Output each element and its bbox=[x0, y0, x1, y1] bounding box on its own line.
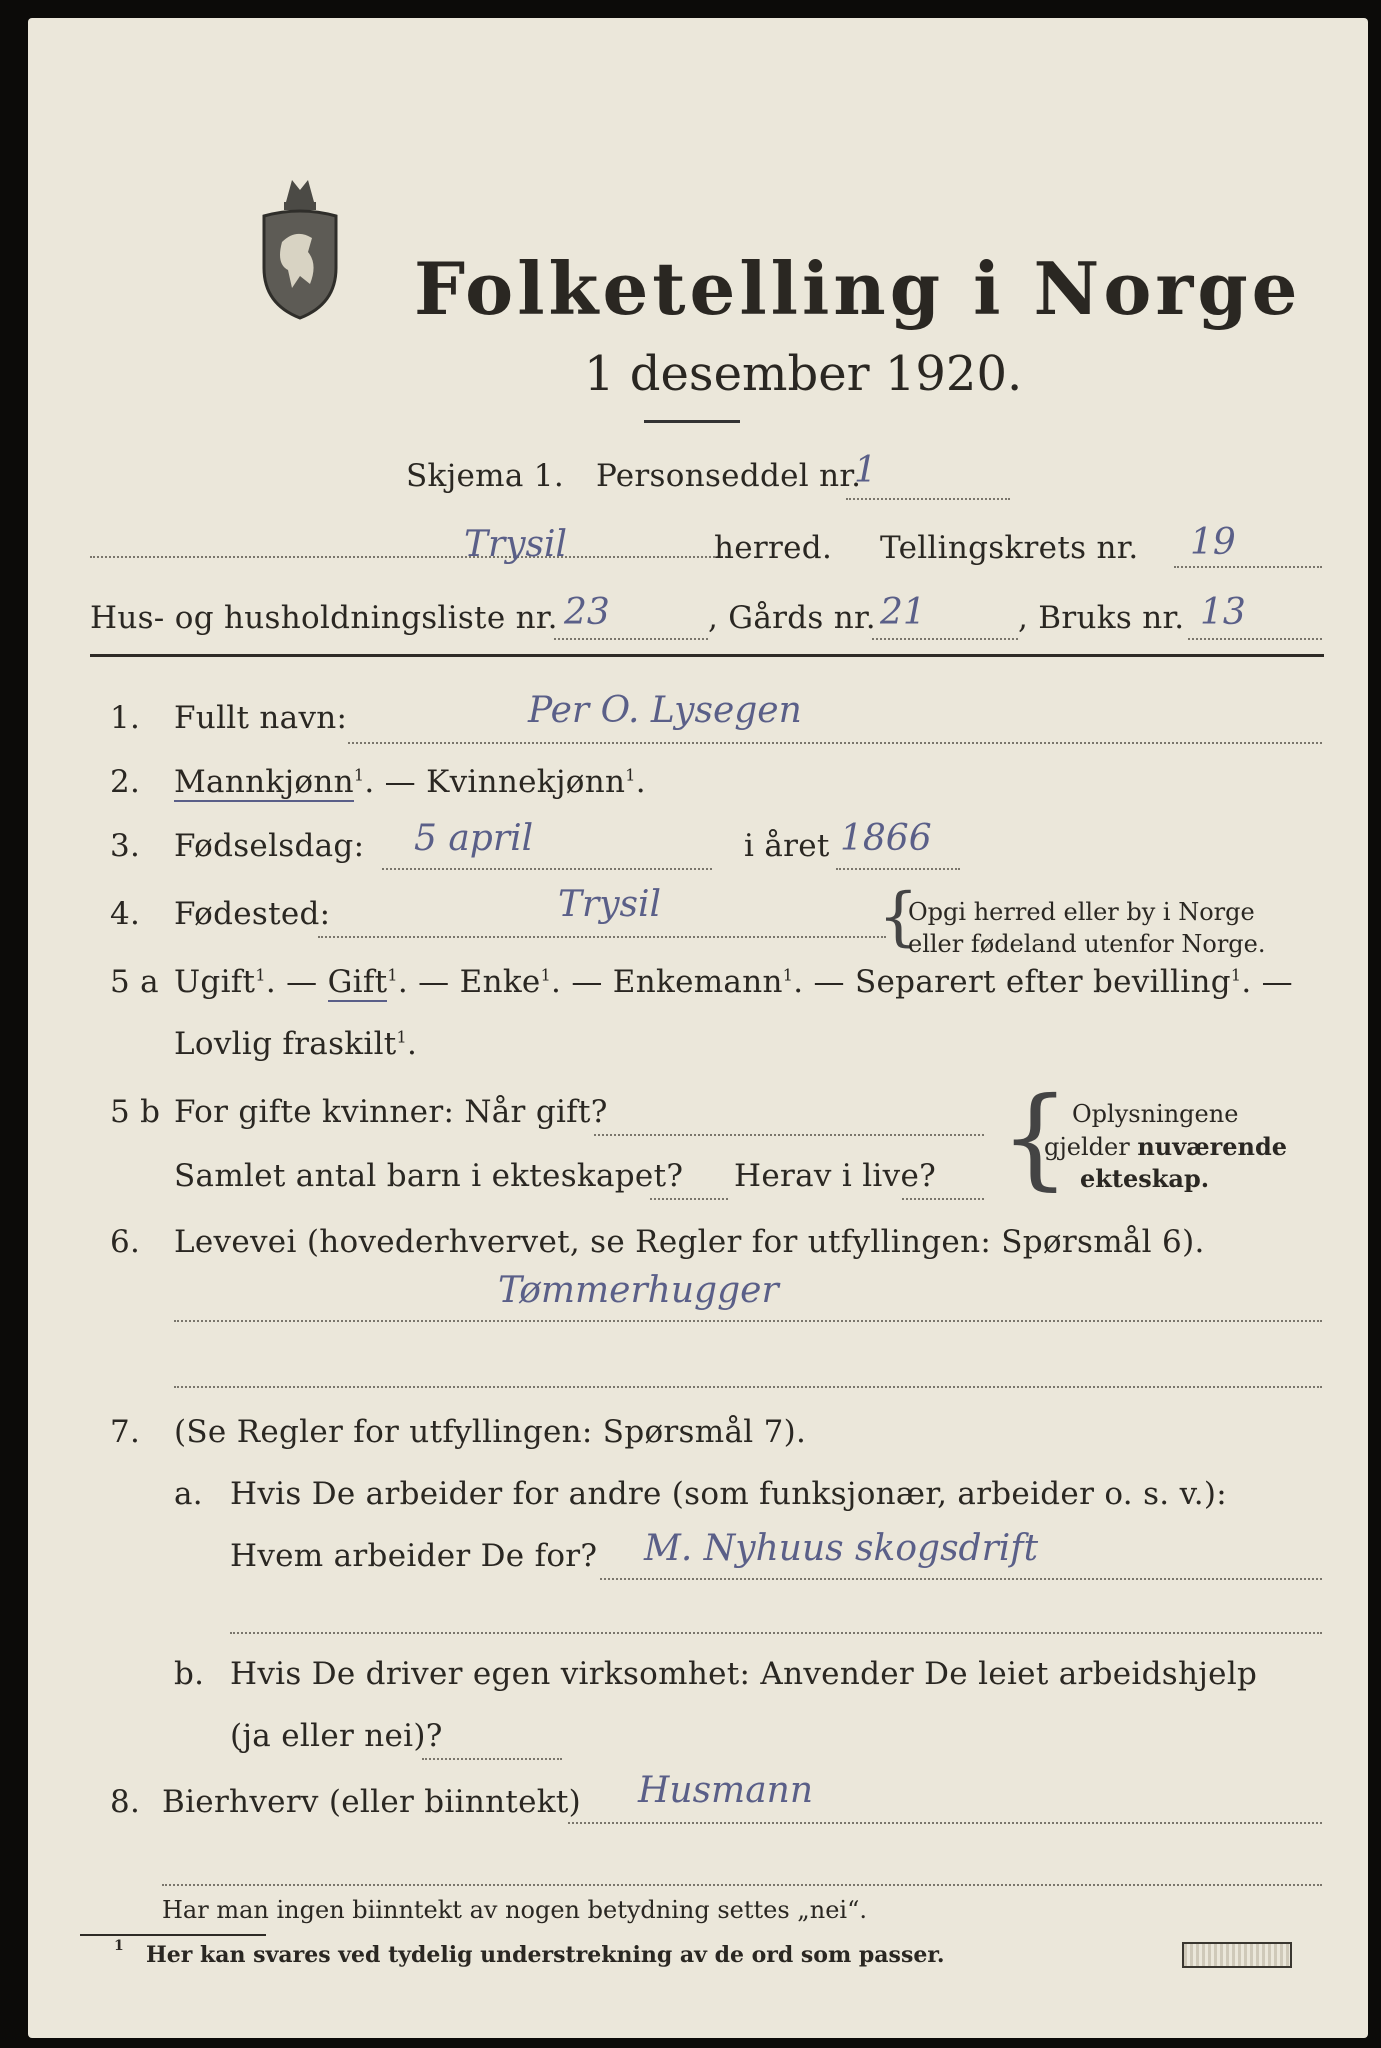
employer-line bbox=[600, 1578, 1322, 1580]
q3-label: Fødselsdag: bbox=[174, 828, 365, 864]
q4-brace: { bbox=[878, 880, 919, 954]
birthplace-line bbox=[318, 936, 886, 938]
birth-year-value[interactable]: 1866 bbox=[840, 818, 932, 859]
footnote-rule bbox=[80, 1934, 266, 1936]
coat-of-arms-icon bbox=[252, 172, 348, 322]
marital-option-widow[interactable]: . — Enke bbox=[397, 964, 541, 1000]
husliste-value[interactable]: 23 bbox=[564, 592, 610, 633]
personseddel-value[interactable]: 1 bbox=[854, 450, 877, 491]
schema-label: Skjema 1. bbox=[406, 458, 564, 494]
bruks-value[interactable]: 13 bbox=[1200, 592, 1246, 633]
marital-option-separated[interactable]: . — Separert efter bevilling bbox=[793, 964, 1231, 1000]
footnote-ref: 1 bbox=[1230, 965, 1242, 985]
q4-label: Fødested: bbox=[174, 896, 331, 932]
footnote-ref: 1 bbox=[396, 1027, 408, 1047]
marital-separator: . — bbox=[265, 964, 328, 1000]
q1-label: Fullt navn: bbox=[174, 700, 348, 736]
tellingskrets-label: Tellingskrets nr. bbox=[880, 530, 1139, 566]
title-divider bbox=[644, 420, 740, 423]
gards-value[interactable]: 21 bbox=[880, 592, 926, 633]
children-alive-label: Herav i live? bbox=[734, 1158, 937, 1194]
marital-option-divorced[interactable]: Lovlig fraskilt$^1$. bbox=[174, 1026, 418, 1062]
full-name-line bbox=[348, 742, 1322, 744]
occupation-line-1 bbox=[174, 1320, 1322, 1322]
census-date: 1 desember 1920. bbox=[584, 346, 1023, 402]
footnote-ref: 1 bbox=[540, 965, 552, 985]
footnote-ref: 1 bbox=[255, 965, 266, 985]
birth-year-line bbox=[836, 868, 960, 870]
q7b-text: Hvis De driver egen virksomhet: Anvender De leiet arbeidshjelp bbox=[230, 1656, 1258, 1692]
tellingskrets-line bbox=[1174, 566, 1322, 568]
personseddel-line bbox=[846, 498, 1010, 500]
husliste-line bbox=[554, 638, 708, 640]
employer-label: Hvem arbeider De for? bbox=[230, 1538, 598, 1574]
marital-option-widower[interactable]: . — Enkemann bbox=[551, 964, 783, 1000]
married-when-label: For gifte kvinner: Når gift? bbox=[174, 1094, 608, 1130]
tellingskrets-value[interactable]: 19 bbox=[1190, 522, 1236, 563]
sex-option-male[interactable]: Mannkjønn bbox=[174, 764, 354, 800]
birth-year-label: i året bbox=[744, 828, 830, 864]
footnote-text: Her kan svares ved tydelig understrekning av de ord som passer. bbox=[146, 1942, 945, 1968]
bruks-line bbox=[1188, 638, 1322, 640]
side-income-value[interactable]: Husmann bbox=[638, 1770, 814, 1811]
sex-options[interactable] bbox=[174, 764, 646, 800]
side-income-line-2 bbox=[162, 1884, 1322, 1886]
q6-number: 6. bbox=[110, 1224, 141, 1260]
children-count-label: Samlet antal barn i ekteskapet? bbox=[174, 1158, 684, 1194]
q5b-note-3: ekteskap. bbox=[1080, 1164, 1210, 1193]
q5b-number: 5 b bbox=[110, 1094, 161, 1130]
personseddel-label: Personseddel nr. bbox=[596, 458, 862, 494]
birthday-line bbox=[382, 868, 712, 870]
q7b-number: b. bbox=[174, 1656, 205, 1692]
herred-value[interactable]: Trysil bbox=[464, 524, 568, 565]
marital-status-options[interactable] bbox=[174, 964, 1293, 1000]
q5b-note-1: Oplysningene bbox=[1072, 1100, 1239, 1128]
footnote-ref: 1 bbox=[387, 965, 398, 985]
printer-stamp bbox=[1182, 1942, 1292, 1968]
hired-help-label: (ja eller nei)? bbox=[230, 1718, 443, 1754]
gards-label: , Gårds nr. bbox=[708, 600, 876, 636]
footnote-ref: 1 bbox=[353, 765, 365, 785]
q5b-note-2: gjelder nuværende bbox=[1044, 1132, 1288, 1161]
hired-help-line bbox=[422, 1758, 562, 1760]
birthplace-value[interactable]: Trysil bbox=[558, 884, 662, 925]
employer-line-2 bbox=[230, 1632, 1322, 1634]
herred-label: herred. bbox=[714, 530, 833, 566]
q2-end: . bbox=[635, 764, 646, 800]
q4-number: 4. bbox=[110, 896, 141, 932]
q5a-number: 5 a bbox=[110, 964, 159, 1000]
footnote-mark: 1 bbox=[114, 1938, 124, 1954]
birthplace-note-2: eller fødeland utenfor Norge. bbox=[908, 930, 1266, 958]
birthplace-note-1: Opgi herred eller by i Norge bbox=[908, 898, 1255, 926]
children-count-line bbox=[650, 1198, 728, 1200]
marital-option-married[interactable]: Gift bbox=[327, 964, 388, 1000]
header-rule bbox=[90, 654, 1324, 657]
children-alive-line bbox=[902, 1198, 984, 1200]
side-income-line bbox=[568, 1822, 1322, 1824]
q8-label: Bierhverv (eller biinntekt) bbox=[162, 1784, 582, 1820]
q2-number: 2. bbox=[110, 764, 141, 800]
census-form-sheet bbox=[28, 18, 1368, 2038]
employer-value[interactable]: M. Nyhuus skogsdrift bbox=[644, 1528, 1039, 1569]
marital-option-unmarried[interactable]: Ugift bbox=[174, 964, 256, 1000]
footnote-ref: 1 bbox=[625, 765, 636, 785]
occupation-line-2 bbox=[174, 1386, 1322, 1388]
sex-option-female[interactable]: . — Kvinnekjønn bbox=[364, 764, 626, 800]
q7-label: (Se Regler for utfyllingen: Spørsmål 7). bbox=[174, 1414, 807, 1450]
q5b-brace: { bbox=[1000, 1073, 1070, 1201]
no-income-note: Har man ingen biinntekt av nogen betydning settes „nei“. bbox=[162, 1896, 867, 1924]
q1-number: 1. bbox=[110, 700, 141, 736]
bruks-label: , Bruks nr. bbox=[1018, 600, 1185, 636]
q7a-text: Hvis De arbeider for andre (som funksjonær, arbeider o. s. v.): bbox=[230, 1476, 1228, 1512]
gards-line bbox=[872, 638, 1018, 640]
occupation-value[interactable]: Tømmerhugger bbox=[498, 1270, 779, 1311]
herred-line bbox=[90, 556, 730, 558]
q7a-number: a. bbox=[174, 1476, 203, 1512]
footnote-ref: 1 bbox=[782, 965, 794, 985]
full-name-value[interactable]: Per O. Lysegen bbox=[528, 690, 802, 731]
husliste-label: Hus- og husholdningsliste nr. bbox=[90, 600, 558, 636]
form-title: Folketelling i Norge bbox=[414, 246, 1302, 331]
birthday-value[interactable]: 5 april bbox=[414, 818, 534, 859]
q6-label: Levevei (hovederhvervet, se Regler for utfyllingen: Spørsmål 6). bbox=[174, 1224, 1205, 1260]
q8-number: 8. bbox=[110, 1784, 141, 1820]
married-when-line bbox=[594, 1134, 984, 1136]
q3-number: 3. bbox=[110, 828, 141, 864]
marital-separator: . — bbox=[1241, 964, 1293, 1000]
q7-number: 7. bbox=[110, 1414, 141, 1450]
